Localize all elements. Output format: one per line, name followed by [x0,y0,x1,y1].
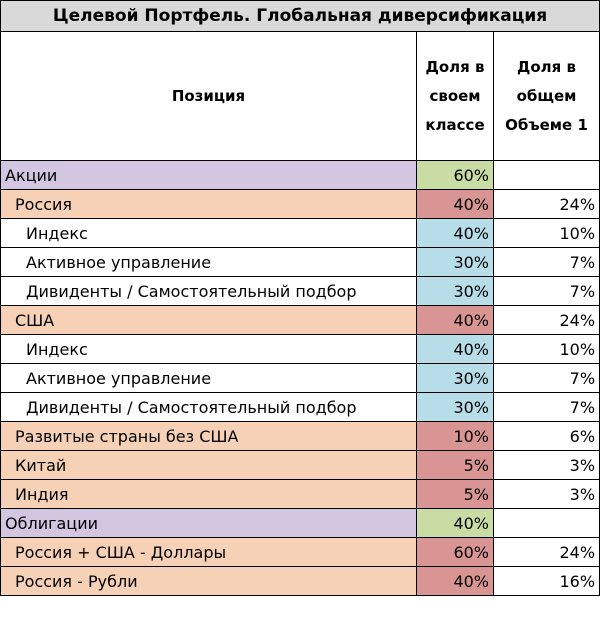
position-cell[interactable]: Облигации [1,509,417,538]
position-cell[interactable]: Акции [1,161,417,190]
share-in-class-cell[interactable]: 30% [417,393,494,422]
header-share-in-total-line: общем [516,86,577,105]
share-in-class-cell[interactable]: 5% [417,451,494,480]
region-row [1,306,600,335]
share-in-class-cell[interactable]: 10% [417,422,494,451]
subcategory-row [1,364,600,393]
subcategory-row [1,393,600,422]
share-in-class-cell[interactable]: 40% [417,219,494,248]
share-in-total-cell[interactable]: 6% [494,422,600,451]
header-share-in-total-line: Доля в [517,57,577,76]
subcategory-row [1,219,600,248]
share-in-total-cell[interactable]: 24% [494,306,600,335]
share-in-class-cell[interactable]: 40% [417,567,494,596]
share-in-total-cell[interactable]: 7% [494,277,600,306]
share-in-total-cell[interactable]: 3% [494,480,600,509]
position-cell[interactable]: Россия - Рубли [1,567,417,596]
share-in-total-cell[interactable]: 7% [494,364,600,393]
region-row [1,567,600,596]
share-in-class-cell[interactable]: 60% [417,161,494,190]
position-cell[interactable]: Дивиденты / Самостоятельный подбор [1,277,417,306]
position-cell[interactable]: Активное управление [1,364,417,393]
region-row [1,422,600,451]
share-in-total-cell[interactable]: 3% [494,451,600,480]
share-in-total-cell[interactable] [494,161,600,190]
header-position[interactable]: Позиция [1,32,417,161]
position-cell[interactable]: Активное управление [1,248,417,277]
subcategory-row [1,335,600,364]
subcategory-row [1,277,600,306]
share-in-class-cell[interactable]: 30% [417,277,494,306]
share-in-total-cell[interactable]: 24% [494,190,600,219]
share-in-total-cell[interactable]: 10% [494,335,600,364]
position-cell[interactable]: Китай [1,451,417,480]
position-cell[interactable]: Россия + США - Доллары [1,538,417,567]
position-cell[interactable]: Россия [1,190,417,219]
share-in-class-cell[interactable]: 30% [417,364,494,393]
header-share-in-class-line: своем [429,86,481,105]
position-cell[interactable]: США [1,306,417,335]
position-cell[interactable]: Дивиденты / Самостоятельный подбор [1,393,417,422]
share-in-total-cell[interactable]: 7% [494,393,600,422]
asset-class-row [1,161,600,190]
header-share-in-class-line: Доля в [425,57,485,76]
region-row [1,451,600,480]
region-row [1,538,600,567]
share-in-class-cell[interactable]: 60% [417,538,494,567]
header-share-in-class-line: классе [425,115,485,134]
region-row [1,480,600,509]
share-in-class-cell[interactable]: 40% [417,509,494,538]
share-in-class-cell[interactable]: 30% [417,248,494,277]
title-row [1,1,600,32]
header-share-in-total-line: Объеме 1 [505,115,588,134]
share-in-total-cell[interactable]: 16% [494,567,600,596]
table-title[interactable]: Целевой Портфель. Глобальная диверсификация [1,1,600,32]
asset-class-row [1,509,600,538]
share-in-class-cell[interactable]: 40% [417,306,494,335]
share-in-total-cell[interactable]: 24% [494,538,600,567]
subcategory-row [1,248,600,277]
share-in-class-cell[interactable]: 40% [417,335,494,364]
header-share-in-class[interactable] [417,32,494,161]
share-in-class-cell[interactable]: 40% [417,190,494,219]
share-in-total-cell[interactable]: 7% [494,248,600,277]
region-row [1,190,600,219]
share-in-total-cell[interactable]: 10% [494,219,600,248]
share-in-total-cell[interactable] [494,509,600,538]
position-cell[interactable]: Индекс [1,335,417,364]
share-in-class-cell[interactable]: 5% [417,480,494,509]
header-row [1,32,600,161]
header-share-in-total[interactable] [494,32,600,161]
position-cell[interactable]: Индия [1,480,417,509]
position-cell[interactable]: Индекс [1,219,417,248]
table-body [1,1,600,596]
position-cell[interactable]: Развитые страны без США [1,422,417,451]
